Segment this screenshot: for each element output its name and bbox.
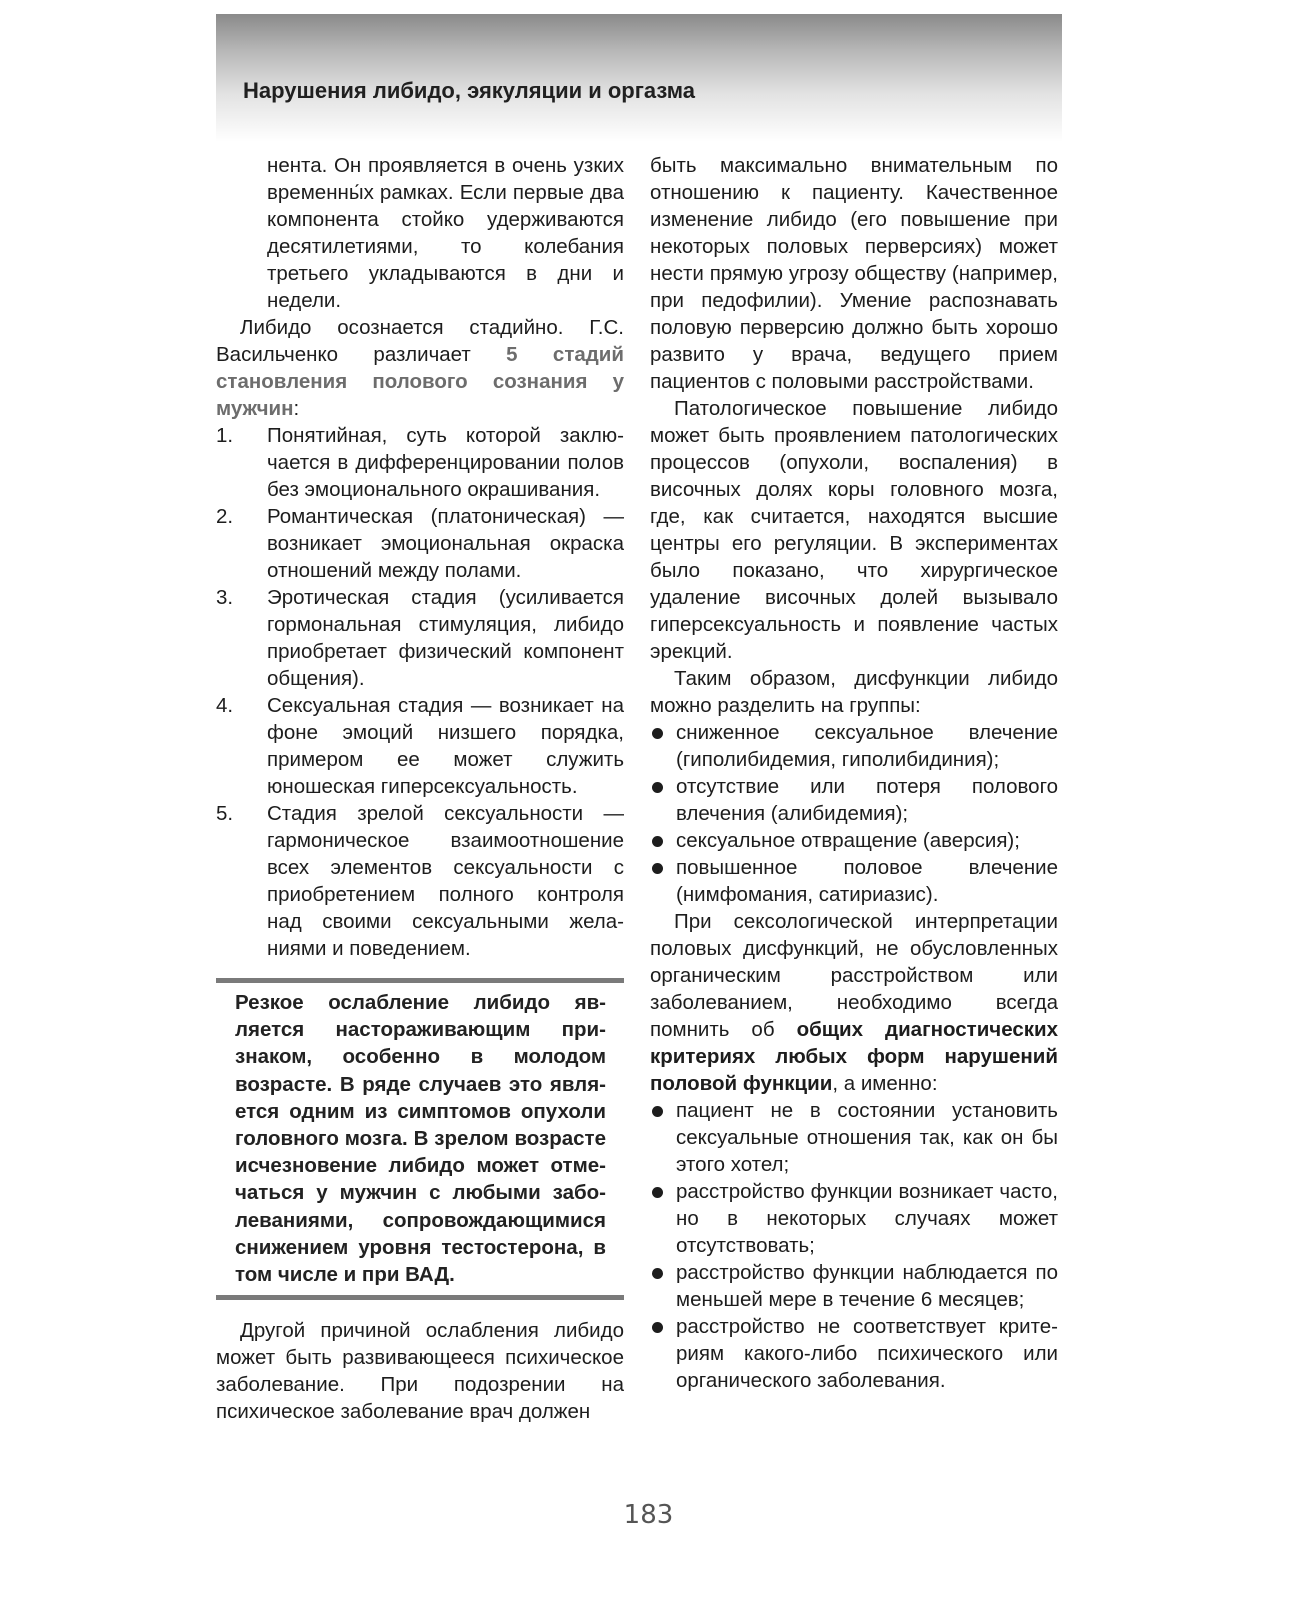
left-column xyxy=(216,152,624,1425)
list-item-text: Понятийная, суть которой заключается в дифференцировании полов без эмоционального окрашивания. xyxy=(267,424,624,501)
right-column xyxy=(650,152,1058,1394)
bullet-icon xyxy=(652,1268,663,1279)
list-item xyxy=(216,692,624,800)
list-item xyxy=(650,1313,1058,1394)
stages-intro xyxy=(216,314,624,422)
criteria-intro-emphasis: общих диагностических критериях любых форм нарушений половой функции xyxy=(650,1018,1058,1095)
list-item-text: повышенное половое влечение (нимфомания, сатириазис). xyxy=(676,856,1058,906)
list-item xyxy=(216,584,624,692)
body-paragraph: быть максимально внимательным по отношению к пациенту. Качественное изменение либидо (его повышение при некоторых половых перверсиях) может нести прямую угрозу обществу (например, при педофилии). Умение распознавать половую перверсию должно быть хорошо развито у врача, ведущего прием пациентов с половыми расстройствами. xyxy=(650,154,1058,393)
stages-intro-emphasis: 5 стадий становления полового сознания у мужчин xyxy=(216,343,624,420)
list-item-text: Эротическая стадия (усиливается гормональная стимуляция, либидо приобретает физический компонент общения). xyxy=(267,586,624,690)
libido-groups-list xyxy=(650,719,1058,908)
bullet-icon xyxy=(652,1322,663,1333)
continuation-paragraph: нента. Он проявляется в очень узких временны́х рамках. Если первые два компонента стойко удерживаются десятилетиями, то колебания третьего укладываются в дни и недели. xyxy=(267,154,624,312)
list-item-text: отсутствие или потеря полового влечения (алибидемия); xyxy=(676,775,1058,825)
list-item xyxy=(650,1097,1058,1178)
list-item xyxy=(216,422,624,503)
list-number: 5. xyxy=(216,802,234,825)
page-number: 183 xyxy=(623,1500,674,1530)
list-item-text: Стадия зрелой сексуальности — гармоническое взаимоотношение всех элементов сексуальности с приобретением полного контроля над своими сексуальными желаниями и поведением. xyxy=(267,802,624,960)
running-title: Нарушения либидо, эякуляции и оргазма xyxy=(243,78,696,103)
list-item-text: расстройство функции возникает часто, но в некоторых случаях может отсутствовать; xyxy=(676,1180,1058,1257)
warning-callout xyxy=(216,978,624,1300)
bullet-icon xyxy=(652,836,663,847)
groups-intro: Таким образом, дисфункции либидо можно разделить на группы: xyxy=(650,667,1058,717)
callout-text: Резкое ослабление либидо является настораживающим признаком, особенно в молодом возрасте. В ряде случаев это является одним из симптомов опухоли головного мозга. В зрелом возрасте исчезновение либидо может отмечаться у мужчин с любыми заболеваниями, сопровождающимися снижением уровня тестостерона, в том числе и при ВАД. xyxy=(235,991,606,1287)
list-item xyxy=(650,854,1058,908)
list-item xyxy=(216,800,624,962)
bullet-icon xyxy=(652,1106,663,1117)
list-item xyxy=(216,503,624,584)
list-item xyxy=(650,1259,1058,1313)
stages-intro-text: Либидо осознается стадийно. Г.С. Васильченко различает xyxy=(216,316,624,366)
diagnostic-criteria-list xyxy=(650,1097,1058,1394)
list-item-text: пациент не в состоянии установить сексуальные отношения так, как он бы этого хотел; xyxy=(676,1099,1058,1176)
bullet-icon xyxy=(652,863,663,874)
bullet-icon xyxy=(652,782,663,793)
criteria-intro-tail: , а именно: xyxy=(832,1072,938,1095)
list-item-text: расстройство функции наблюдается по меньшей мере в течение 6 месяцев; xyxy=(676,1261,1058,1311)
list-item xyxy=(650,773,1058,827)
bullet-icon xyxy=(652,1187,663,1198)
list-item-text: сниженное сексуальное влечение (гиполибидемия, гиполибидиния); xyxy=(676,721,1058,771)
after-callout-paragraph: Другой причиной ослабления либидо может быть развивающееся психическое заболевание. При подозрении на психическое заболевание врач должен xyxy=(216,1319,624,1424)
list-number: 3. xyxy=(216,586,234,609)
bullet-icon xyxy=(652,728,663,739)
list-item-text: Романтическая (платоническая) — возникает эмоциональная окраска отношений между полами. xyxy=(267,505,624,582)
stages-list xyxy=(216,422,624,962)
list-number: 2. xyxy=(216,505,234,528)
list-item xyxy=(650,1178,1058,1259)
list-item-text: Сексуальная стадия — возникает на фоне эмоций низшего порядка, примером ее может служить юношеская гиперсексуальность. xyxy=(267,694,624,798)
criteria-intro-text: При сексологической интерпретации половых дисфункций, не обусловленных органическим расстройством или заболеванием, необходимо всегда помнить об xyxy=(650,910,1058,1041)
list-item-text: сексуальное отвращение (аверсия); xyxy=(676,829,1020,852)
list-item-text: расстройство не соответствует критериям какого-либо психического или органического заболевания. xyxy=(676,1315,1058,1392)
list-number: 1. xyxy=(216,424,234,447)
list-item xyxy=(650,827,1058,854)
stages-intro-colon: : xyxy=(293,397,300,420)
body-paragraph: Патологическое повышение либидо может быть проявлением патологических процессов (опухоли, воспаления) в височных долях коры головного мозга, где, как считается, находятся высшие центры его регуляции. В экспериментах было показано, что хирургическое удаление височных долей вызывало гиперсексуальность и появление частых эрекций. xyxy=(650,397,1058,663)
list-item xyxy=(650,719,1058,773)
list-number: 4. xyxy=(216,694,234,717)
criteria-intro xyxy=(650,908,1058,1097)
